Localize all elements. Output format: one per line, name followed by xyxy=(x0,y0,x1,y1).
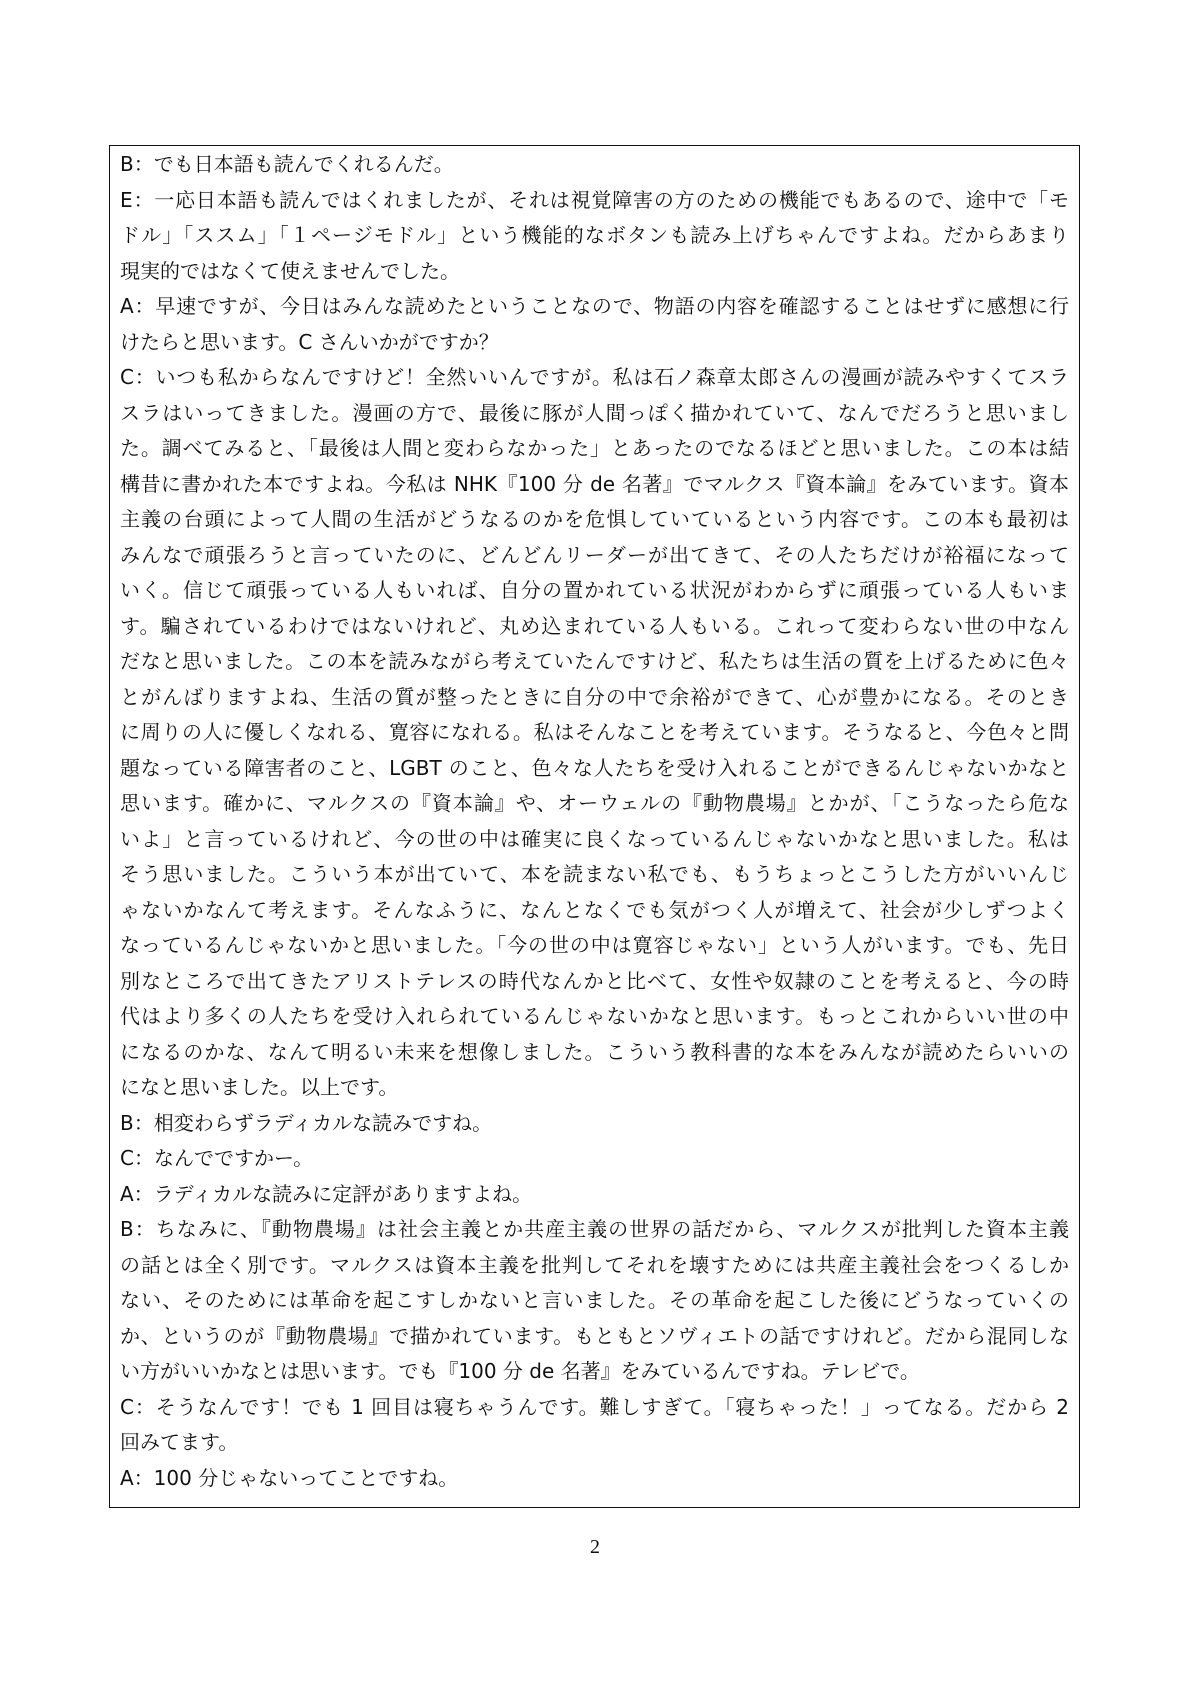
transcript-line: になと思いました。以上です。 xyxy=(120,1075,399,1099)
transcript-line: スラはいってきました。漫画の方で、最後に豚が人間っぽく描かれていて、なんでだろうと思いまし xyxy=(120,400,1069,425)
transcript-line: ゃないかなんて考えます。そんなふうに、なんとなくでも気がつく人が増えて、社会が少しずつよく xyxy=(120,897,1069,922)
transcript-line: A：早速ですが、今日はみんな読めたということなので、物語の内容を確認することはせずに感想に行 xyxy=(120,294,1069,318)
page-number: 2 xyxy=(590,1536,600,1558)
transcript-line: C：なんでですかー。 xyxy=(120,1146,314,1170)
transcript-line: 別なところで出てきたアリストテレスの時代なんかと比べて、女性や奴隷のことを考えると、今の時 xyxy=(120,968,1069,993)
transcript-line: 構昔に書かれた本ですよね。今私は NHK『100 分 de 名著』でマルクス『資本論』をみています。資本 xyxy=(120,471,1069,496)
transcript-box xyxy=(109,145,1080,1508)
transcript-line: いく。信じて頑張っている人もいれば、自分の置かれている状況がわからずに頑張っている人もいま xyxy=(120,578,1069,602)
transcript-line: B：相変わらずラディカルな読みですね。 xyxy=(120,1110,493,1135)
transcript-line: に周りの人に優しくなれる、寛容になれる。私はそんなことを考えています。そうなると、今色々と問 xyxy=(120,720,1069,744)
transcript-line: B：でも日本語も読んでくれるんだ。 xyxy=(120,152,454,176)
transcript-line: になるのかな、なんて明るい未来を想像しました。こういう教科書的な本をみんなが読めたらいいの xyxy=(120,1039,1069,1064)
transcript-line: す。騙されているわけではないけれど、丸め込まれている人もいる。これって変わらない世の中なん xyxy=(120,613,1069,638)
transcript-line: 現実的ではなくて使えませんでした。 xyxy=(120,258,460,283)
transcript-line: だなと思いました。この本を読みながら考えていたんですけど、私たちは生活の質を上げるために色々 xyxy=(120,649,1069,673)
transcript-line: 思います。確かに、マルクスの『資本論』や、オーウェルの『動物農場』とかが、「こうなったら危な xyxy=(120,791,1069,815)
transcript-line: とがんばりますよね、生活の質が整ったときに自分の中で余裕ができて、心が豊かになる。そのとき xyxy=(120,684,1069,709)
transcript-line: か、というのが『動物農場』で描かれています。もともとソヴィエトの話ですけれど。だから混同しな xyxy=(120,1323,1069,1348)
transcript-line: 主義の台頭によって人間の生活がどうなるのかを危惧していているという内容です。この本も最初は xyxy=(120,507,1069,531)
transcript-line: の話とは全く別です。マルクスは資本主義を批判してそれを壊すためには共産主義社会をつくるしか xyxy=(120,1252,1069,1277)
transcript-line: ドル」「ススム」「１ページモドル」という機能的なボタンも読み上げちゃんですよね。だからあまり xyxy=(120,223,1069,247)
transcript-line: 回みてます。 xyxy=(120,1430,239,1454)
transcript-line: い方がいいかなとは思います。でも『100 分 de 名著』をみているんですね。テレビで。 xyxy=(120,1359,920,1383)
transcript-line: けたらと思います。C さんいかがですか？ xyxy=(120,329,499,354)
transcript-line: た。調べてみると、「最後は人間と変わらなかった」とあったのでなるほどと思いました。この本は結 xyxy=(120,436,1069,460)
transcript-line: 代はより多くの人たちを受け入れられているんじゃないかなと思います。もっとこれからいい世の中 xyxy=(120,1004,1069,1028)
transcript-line: A：100 分じゃないってことですね。 xyxy=(120,1465,459,1490)
transcript-line: 題なっている障害者のこと、LGBT のこと、色々な人たちを受け入れることができるんじゃないかなと xyxy=(120,755,1069,780)
transcript-line: C：いつも私からなんですけど！全然いいんですが。私は石ノ森章太郎さんの漫画が読みやすくてスラ xyxy=(120,365,1069,389)
transcript-line: ない、そのためには革命を起こすしかないと言いました。その革命を起こした後にどうなっていくの xyxy=(120,1288,1069,1312)
transcript-line: いよ」と言っているけれど、今の世の中は確実に良くなっているんじゃないかなと思いました。私は xyxy=(120,826,1069,851)
transcript-line: みんなで頑張ろうと言っていたのに、どんどんリーダーが出てきて、その人たちだけが裕福になって xyxy=(120,542,1069,567)
transcript-line: C：そうなんです！でも 1 回目は寝ちゃうんです。難しすぎて。「寝ちゃった！」ってなる。だから 2 xyxy=(120,1394,1069,1419)
transcript-line: そう思いました。こういう本が出ていて、本を読まない私でも、もうちょっとこうした方がいいんじ xyxy=(120,862,1069,886)
transcript-line: E：一応日本語も読んではくれましたが、それは視覚障害の方のための機能でもあるので、途中で「モ xyxy=(120,187,1069,212)
transcript-line: B：ちなみに、『動物農場』は社会主義とか共産主義の世界の話だから、マルクスが批判した資本主義 xyxy=(120,1217,1069,1241)
transcript-line: A：ラディカルな読みに定評がありますよね。 xyxy=(120,1181,533,1206)
transcript-line: なっているんじゃないかと思いました。「今の世の中は寛容じゃない」という人がいます。でも、先日 xyxy=(120,933,1069,957)
